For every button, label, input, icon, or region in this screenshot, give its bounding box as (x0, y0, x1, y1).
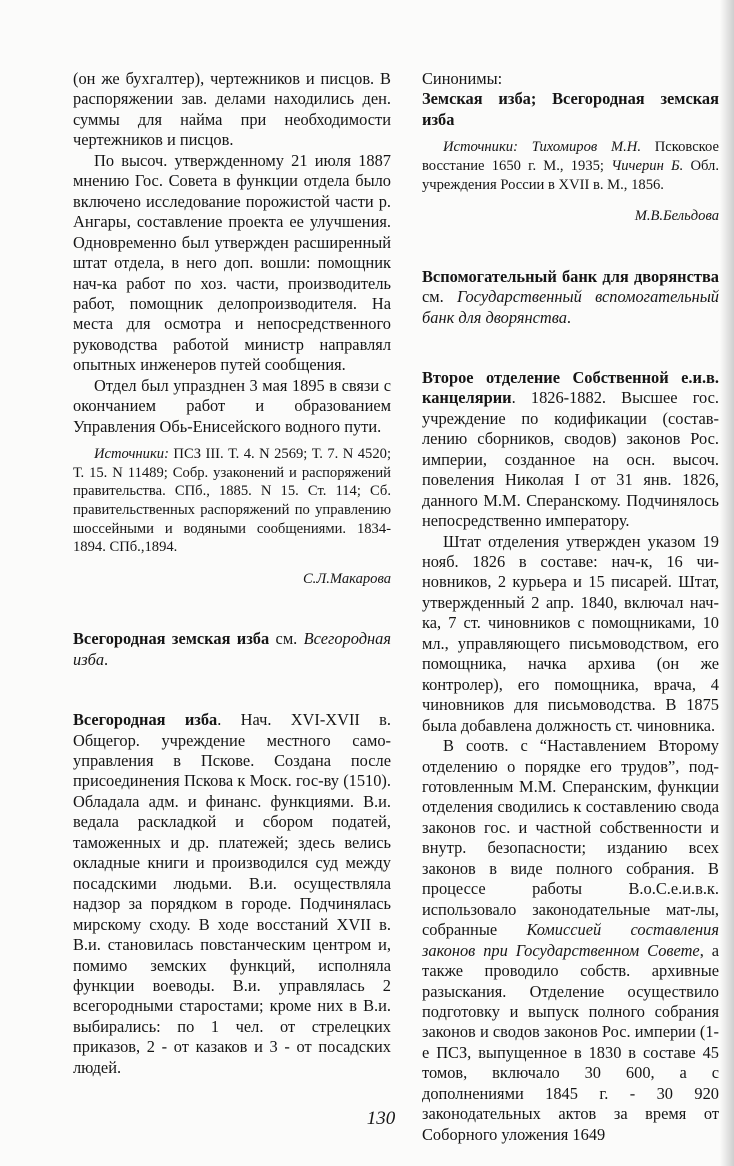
see-label: см. (422, 287, 458, 307)
paragraph: По высоч. утвержденному 21 июля 1887 мнению Гос. Совета в функции отдела было включено исследование порожистой части р. Ангары, составление проекта ее улучшения. Одновременно был утвержден расширенный штат отдела, в него доп. вошли: помощник нач-ка работ по хоз. части, производитель работ, помощник делопроизводителя. На места для осмотра и непосредственного руководства работой министр направлял опытных инженеров путей сообщения. (73, 150, 391, 375)
entry-term: Второе отделение Собственной е.и.в. канцелярии (422, 367, 719, 408)
entry-vsegorodnaya-izba (73, 710, 391, 1078)
entry-term: Всегородная изба (73, 710, 218, 730)
entry-text: . 1826-1882. Высшее гос. учреждение по кодификации (составлению сборников, сводов) законов Рос. империи, созданное на осн. высоч. повеления Николая I от 31 янв. 1826, данного М.М. Сперанскому. Подчинялось непосредственно императору. (422, 388, 719, 531)
paragraph-text: , а также проводило собств. архивные разыскания. Отделение осуществило подготовку и выпуск полного собрания законов и сводов законов Рос. империи (1-е ПСЗ, выпущенное в 1830 в составе 45 томов, включало 30 600, а с дополнениями 1845 г. - 30 920 законодательных актов за время от Соборного уложения 1649 (422, 940, 719, 1144)
sources-label: Источники: (443, 139, 518, 156)
paragraph (422, 736, 719, 1145)
entry-vtoroe-otdelenie (422, 368, 719, 532)
continuation-paragraph: (он же бухгалтер), чертежников и писцов. В распоряжении зав. делами находились ден. суммы для найма при необходимости чертежников и писцов. (73, 69, 391, 150)
sources-text: ПСЗ III. Т. 4. N 2569; Т. 7. N 4520; Т. 15. N 11489; Собр. узаконений и распоряжений правительства. СПб., 1885. N 15. Ст. 114; Сб. правительственных распоряжений по управлению шоссейными и водяными сообщениями. 1834-1894. СПб.,1894. (73, 446, 391, 556)
synonyms-list: Земская изба; Всегородная земская изба (422, 89, 719, 129)
entry-term: Вспомогательный банк для дворянства (422, 266, 719, 286)
sources (73, 445, 391, 557)
punctuation: . (566, 307, 572, 327)
entry-vspomogatelny-bank (422, 267, 719, 328)
source-text: Обл. учреждения России в XVII в. М., 1856. (422, 157, 719, 193)
source-author: Тихомиров М.Н. (517, 139, 641, 156)
entry-text: . Нач. XVI-XVII в. Общегор. учреждение местного самоуправления в Пскове. Создана после присоединения Пскова к Моск. гос-ву (1510). Обладала адм. и финанс. функциями. В.и. ведала раскладкой и сбором податей, таможенных и др. платежей; здесь велись окладные книги и производился суд между посадскими людьми. В.и. осуществляла надзор за порядком в городе. Подчинялась мирскому сходу. В ходе восстаний XVII в. В.и. становилась повстанческим центром и, помимо земских функций, исполняла функции воеводы. В.и. управлялась 2 всегородными старостами; кроме них в В.и. выбирались: по 1 чел. от стрелецких приказов, 2 - от казаков и 3 - от посадских людей. (73, 710, 391, 1077)
paragraph: Штат отделения утвержден указом 19 нояб. 1826 в составе: нач-к, 16 чиновников, 2 курьера и 15 писарей. Штат, утвержденный 2 апр. 1840, включал нач-ка, 7 ст. чиновников с помощниками, 10 мл., управляющего письмоводством, его помощника, начка архива (он же контролер), его помощника, врача, 4 чиновников для письмоводства. В 1875 была добавлена должность ст. чиновника. (422, 531, 719, 735)
cross-reference: Всегородная изба (73, 629, 391, 669)
cross-reference: Государственный вспомогательный банк для дворянства (422, 287, 720, 327)
paragraph: Отдел был упразднен 3 мая 1895 в связи с окончанием работ и образованием Управления Обь-Енисейского водного пути. (73, 375, 391, 436)
see-label: см. (269, 629, 304, 649)
sources (422, 138, 719, 194)
punctuation: . (104, 649, 109, 669)
source-author: Чичерин Б. (611, 157, 684, 174)
right-column (422, 69, 719, 1145)
entry-term: Всегородная земская изба (73, 629, 270, 649)
page-number: 130 (366, 1108, 396, 1129)
left-column (73, 69, 391, 1078)
sources-label: Источники: (94, 446, 169, 463)
cross-reference: Комиссией составления законов при Государственном Совете (422, 920, 719, 960)
author-signature: С.Л.Макарова (302, 570, 391, 587)
author-signature: М.В.Бельдова (634, 208, 719, 225)
synonyms-label: Синонимы: (422, 69, 503, 88)
source-text: Псковское восстание 1650 г. М., 1935; (422, 139, 719, 174)
scan-edge-shadow (720, 0, 734, 1166)
synonyms (422, 89, 719, 130)
paragraph-text: В соотв. с “Наставлением Второму отделению о порядке его трудов”, подготовленным М.М. Сперанским, функции отделения сводились к составлению свода законов гос. и частной собственности и внутр. безопасности; изданию всех законов в виде полного собрания. В процессе работы В.о.С.е.и.в.к. использовало законодательные мат-лы, собранные (422, 736, 719, 940)
entry-vsegorodnaya-zemskaya-izba (73, 629, 391, 670)
